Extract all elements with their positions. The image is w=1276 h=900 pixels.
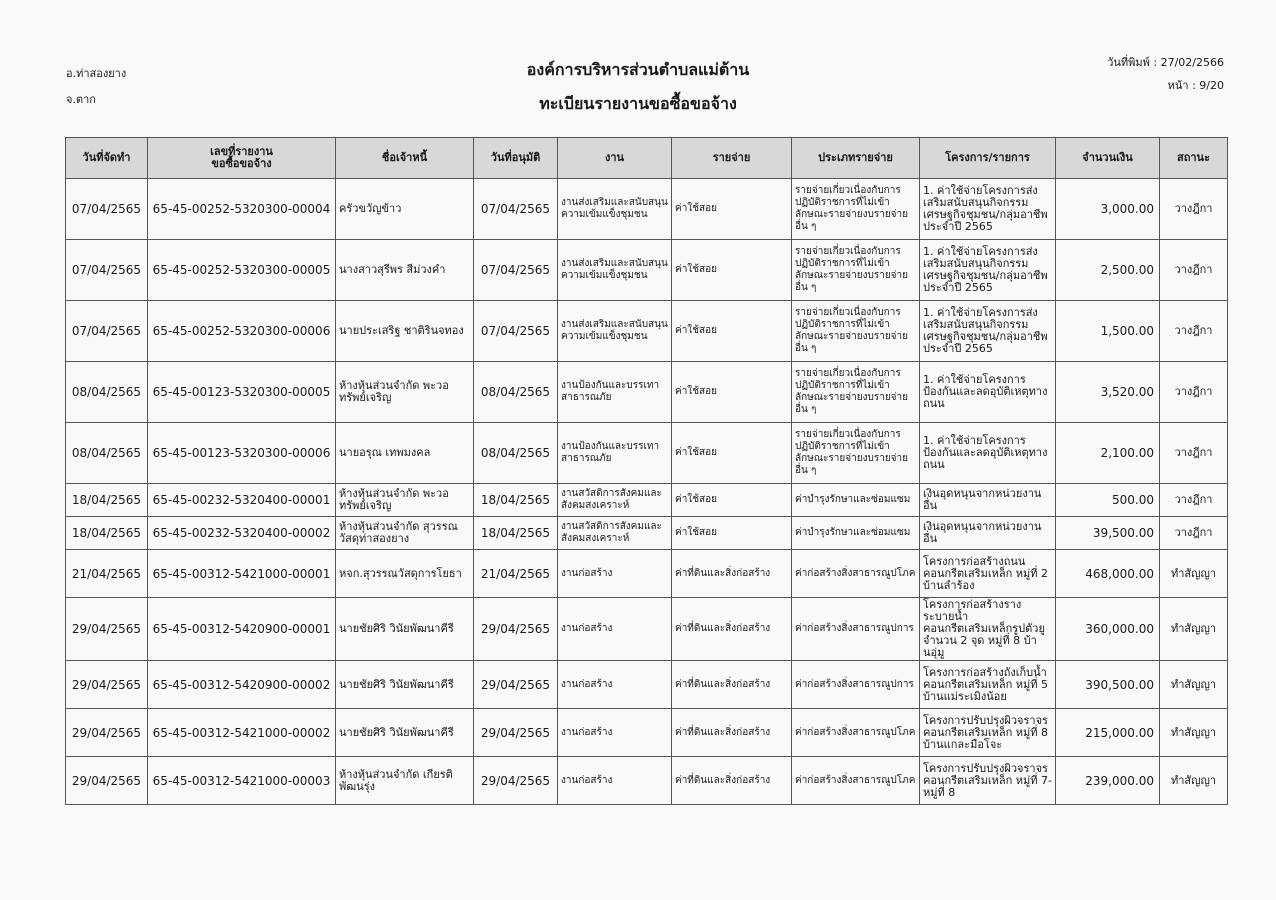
cell-approve-date: 07/04/2565 xyxy=(474,240,558,301)
cell-approve-date: 07/04/2565 xyxy=(474,301,558,362)
table-row xyxy=(66,362,1228,423)
province-label: จ.ตาก xyxy=(66,93,96,106)
table-row xyxy=(66,484,1228,517)
cell-report-no: 65-45-00252-5320300-00005 xyxy=(148,240,336,301)
table-row xyxy=(66,179,1228,240)
col-header-amount: จำนวนเงิน xyxy=(1056,138,1160,179)
cell-amount: 3,520.00 xyxy=(1056,362,1160,423)
cell-project: 1. ค่าใช้จ่ายโครงการป้องกันและลดอุบัติเหตุทางถนน xyxy=(920,362,1056,423)
cell-date: 08/04/2565 xyxy=(66,362,148,423)
table-row xyxy=(66,423,1228,484)
col-header-creditor: ชื่อเจ้าหนี้ xyxy=(336,138,474,179)
cell-report-no: 65-45-00252-5320300-00004 xyxy=(148,179,336,240)
cell-expense-type: ค่าก่อสร้างสิ่งสาธารณูปโภค xyxy=(792,757,920,805)
cell-report-no: 65-45-00232-5320400-00001 xyxy=(148,484,336,517)
cell-project: โครงการปรับปรุงผิวจราจรคอนกรีตเสริมเหล็ก หมู่ที่ 7-หมู่ที่ 8 xyxy=(920,757,1056,805)
col-header-work: งาน xyxy=(558,138,672,179)
col-header-report-no: เลขที่รายงาน ขอซื้อขอจ้าง xyxy=(148,138,336,179)
report-title: ทะเบียนรายงานขอซื้อขอจ้าง xyxy=(539,94,737,113)
cell-report-no: 65-45-00312-5421000-00001 xyxy=(148,550,336,598)
cell-date: 29/04/2565 xyxy=(66,709,148,757)
cell-creditor: นายชัยศิริ วินัยพัฒนาคีรี xyxy=(336,661,474,709)
cell-approve-date: 29/04/2565 xyxy=(474,661,558,709)
cell-project: 1. ค่าใช้จ่ายโครงการส่งเสริมสนับสนุนกิจกรรมเศรษฐกิจชุมชน/กลุ่มอาชีพ ประจำปี 2565 xyxy=(920,179,1056,240)
cell-creditor: ห้างหุ้นส่วนจำกัด พะวอ ทรัพย์เจริญ xyxy=(336,484,474,517)
cell-status: วางฎีกา xyxy=(1160,484,1228,517)
cell-status: ทำสัญญา xyxy=(1160,550,1228,598)
print-date: วันที่พิมพ์ : 27/02/2566 xyxy=(1107,56,1224,69)
cell-creditor: นายอรุณ เทพมงคล xyxy=(336,423,474,484)
table-row xyxy=(66,301,1228,362)
table-row xyxy=(66,661,1228,709)
cell-date: 07/04/2565 xyxy=(66,240,148,301)
cell-project: 1. ค่าใช้จ่ายโครงการส่งเสริมสนับสนุนกิจกรรมเศรษฐกิจชุมชน/กลุ่มอาชีพ ประจำปี 2565 xyxy=(920,240,1056,301)
cell-expense: ค่าใช้สอย xyxy=(672,423,792,484)
cell-status: วางฎีกา xyxy=(1160,179,1228,240)
cell-expense: ค่าใช้สอย xyxy=(672,179,792,240)
cell-project: 1. ค่าใช้จ่ายโครงการส่งเสริมสนับสนุนกิจกรรมเศรษฐกิจชุมชน/กลุ่มอาชีพ ประจำปี 2565 xyxy=(920,301,1056,362)
cell-expense-type: รายจ่ายเกี่ยวเนื่องกับการปฏิบัติราชการที่ไม่เข้าลักษณะรายจ่ายงบรายจ่ายอื่น ๆ xyxy=(792,301,920,362)
cell-status: วางฎีกา xyxy=(1160,301,1228,362)
cell-report-no: 65-45-00123-5320300-00005 xyxy=(148,362,336,423)
cell-expense: ค่าใช้สอย xyxy=(672,484,792,517)
cell-work: งานส่งเสริมและสนับสนุนความเข้มแข็งชุมชน xyxy=(558,240,672,301)
cell-work: งานก่อสร้าง xyxy=(558,550,672,598)
cell-date: 29/04/2565 xyxy=(66,661,148,709)
cell-approve-date: 18/04/2565 xyxy=(474,484,558,517)
cell-amount: 39,500.00 xyxy=(1056,517,1160,550)
cell-approve-date: 18/04/2565 xyxy=(474,517,558,550)
cell-date: 18/04/2565 xyxy=(66,484,148,517)
cell-approve-date: 29/04/2565 xyxy=(474,598,558,661)
cell-amount: 468,000.00 xyxy=(1056,550,1160,598)
cell-expense: ค่าใช้สอย xyxy=(672,362,792,423)
table-row xyxy=(66,757,1228,805)
cell-report-no: 65-45-00252-5320300-00006 xyxy=(148,301,336,362)
organization-title: องค์การบริหารส่วนตำบลแม่ต้าน xyxy=(526,60,750,79)
cell-creditor: ห้างหุ้นส่วนจำกัด เกียรติพัฒนรุ่ง xyxy=(336,757,474,805)
cell-status: ทำสัญญา xyxy=(1160,757,1228,805)
cell-approve-date: 08/04/2565 xyxy=(474,423,558,484)
cell-amount: 390,500.00 xyxy=(1056,661,1160,709)
cell-expense: ค่าใช้สอย xyxy=(672,517,792,550)
cell-creditor: นายชัยศิริ วินัยพัฒนาคีรี xyxy=(336,709,474,757)
cell-expense-type: ค่าก่อสร้างสิ่งสาธารณูปการ xyxy=(792,661,920,709)
cell-project: เงินอุดหนุนจากหน่วยงานอื่น xyxy=(920,517,1056,550)
cell-work: งานสวัสดิการสังคมและสังคมสงเคราะห์ xyxy=(558,517,672,550)
cell-work: งานก่อสร้าง xyxy=(558,598,672,661)
cell-approve-date: 29/04/2565 xyxy=(474,709,558,757)
table-row xyxy=(66,550,1228,598)
table-row xyxy=(66,517,1228,550)
cell-work: งานป้องกันและบรรเทาสาธารณภัย xyxy=(558,423,672,484)
cell-date: 29/04/2565 xyxy=(66,757,148,805)
cell-amount: 1,500.00 xyxy=(1056,301,1160,362)
cell-creditor: ครัวขวัญข้าว xyxy=(336,179,474,240)
cell-project: โครงการก่อสร้างถังเก็บน้ำคอนกรีตเสริมเหล็ก หมู่ที่ 5 บ้านแม่ระเมิงน้อย xyxy=(920,661,1056,709)
cell-approve-date: 21/04/2565 xyxy=(474,550,558,598)
cell-status: วางฎีกา xyxy=(1160,517,1228,550)
col-header-approve-date: วันที่อนุมัติ xyxy=(474,138,558,179)
cell-date: 18/04/2565 xyxy=(66,517,148,550)
cell-report-no: 65-45-00312-5421000-00003 xyxy=(148,757,336,805)
cell-amount: 3,000.00 xyxy=(1056,179,1160,240)
cell-expense-type: รายจ่ายเกี่ยวเนื่องกับการปฏิบัติราชการที่ไม่เข้าลักษณะรายจ่ายงบรายจ่ายอื่น ๆ xyxy=(792,240,920,301)
cell-project: 1. ค่าใช้จ่ายโครงการป้องกันและลดอุบัติเหตุทางถนน xyxy=(920,423,1056,484)
cell-status: ทำสัญญา xyxy=(1160,598,1228,661)
cell-creditor: ห้างหุ้นส่วนจำกัด พะวอ ทรัพย์เจริญ xyxy=(336,362,474,423)
cell-project: โครงการปรับปรุงผิวจราจรคอนกรีตเสริมเหล็ก หมู่ที่ 8 บ้านแกละมือโจะ xyxy=(920,709,1056,757)
cell-status: วางฎีกา xyxy=(1160,423,1228,484)
page-number: หน้า : 9/20 xyxy=(1167,79,1224,92)
table-row xyxy=(66,240,1228,301)
cell-approve-date: 07/04/2565 xyxy=(474,179,558,240)
cell-expense-type: ค่าบำรุงรักษาและซ่อมแซม xyxy=(792,517,920,550)
cell-work: งานก่อสร้าง xyxy=(558,661,672,709)
cell-expense: ค่าที่ดินและสิ่งก่อสร้าง xyxy=(672,661,792,709)
cell-work: งานก่อสร้าง xyxy=(558,709,672,757)
cell-creditor: นายประเสริฐ ชาติรินจทอง xyxy=(336,301,474,362)
cell-creditor: หจก.สุวรรณวัสดุการโยธา xyxy=(336,550,474,598)
cell-amount: 239,000.00 xyxy=(1056,757,1160,805)
cell-expense: ค่าที่ดินและสิ่งก่อสร้าง xyxy=(672,757,792,805)
cell-expense-type: รายจ่ายเกี่ยวเนื่องกับการปฏิบัติราชการที่ไม่เข้าลักษณะรายจ่ายงบรายจ่ายอื่น ๆ xyxy=(792,423,920,484)
cell-status: ทำสัญญา xyxy=(1160,661,1228,709)
cell-expense-type: ค่าก่อสร้างสิ่งสาธารณูปโภค xyxy=(792,709,920,757)
cell-work: งานก่อสร้าง xyxy=(558,757,672,805)
col-header-project: โครงการ/รายการ xyxy=(920,138,1056,179)
col-header-date: วันที่จัดทำ xyxy=(66,138,148,179)
cell-expense-type: ค่าก่อสร้างสิ่งสาธารณูปโภค xyxy=(792,550,920,598)
cell-expense-type: รายจ่ายเกี่ยวเนื่องกับการปฏิบัติราชการที่ไม่เข้าลักษณะรายจ่ายงบรายจ่ายอื่น ๆ xyxy=(792,179,920,240)
cell-amount: 2,500.00 xyxy=(1056,240,1160,301)
cell-work: งานป้องกันและบรรเทาสาธารณภัย xyxy=(558,362,672,423)
table-row xyxy=(66,598,1228,661)
cell-date: 21/04/2565 xyxy=(66,550,148,598)
col-header-status: สถานะ xyxy=(1160,138,1228,179)
cell-amount: 215,000.00 xyxy=(1056,709,1160,757)
cell-creditor: นางสาวสุรีพร สีม่วงคำ xyxy=(336,240,474,301)
cell-date: 08/04/2565 xyxy=(66,423,148,484)
cell-project: โครงการก่อสร้างถนนคอนกรีตเสริมเหล็ก หมู่ที่ 2 บ้านลำร้อง xyxy=(920,550,1056,598)
cell-status: วางฎีกา xyxy=(1160,240,1228,301)
cell-expense-type: รายจ่ายเกี่ยวเนื่องกับการปฏิบัติราชการที่ไม่เข้าลักษณะรายจ่ายงบรายจ่ายอื่น ๆ xyxy=(792,362,920,423)
cell-expense: ค่าใช้สอย xyxy=(672,240,792,301)
cell-amount: 2,100.00 xyxy=(1056,423,1160,484)
cell-expense: ค่าที่ดินและสิ่งก่อสร้าง xyxy=(672,709,792,757)
cell-report-no: 65-45-00123-5320300-00006 xyxy=(148,423,336,484)
col-header-expense-type: ประเภทรายจ่าย xyxy=(792,138,920,179)
cell-approve-date: 29/04/2565 xyxy=(474,757,558,805)
procurement-register-table xyxy=(65,137,1228,805)
cell-report-no: 65-45-00232-5320400-00002 xyxy=(148,517,336,550)
cell-expense: ค่าที่ดินและสิ่งก่อสร้าง xyxy=(672,550,792,598)
cell-status: วางฎีกา xyxy=(1160,362,1228,423)
table-header-row xyxy=(66,138,1228,179)
cell-work: งานส่งเสริมและสนับสนุนความเข้มแข็งชุมชน xyxy=(558,179,672,240)
cell-amount: 360,000.00 xyxy=(1056,598,1160,661)
cell-project: โครงการก่อสร้างรางระบายน้ำคอนกรีตเสริมเหล็กรูปตัวยู จำนวน 2 จุด หมู่ที่ 8 บ้านอุ่มู xyxy=(920,598,1056,661)
cell-date: 07/04/2565 xyxy=(66,179,148,240)
cell-status: ทำสัญญา xyxy=(1160,709,1228,757)
cell-amount: 500.00 xyxy=(1056,484,1160,517)
cell-project: เงินอุดหนุนจากหน่วยงานอื่น xyxy=(920,484,1056,517)
cell-report-no: 65-45-00312-5421000-00002 xyxy=(148,709,336,757)
district-label: อ.ท่าสองยาง xyxy=(66,67,127,80)
cell-expense-type: ค่าบำรุงรักษาและซ่อมแซม xyxy=(792,484,920,517)
cell-creditor: นายชัยศิริ วินัยพัฒนาคีรี xyxy=(336,598,474,661)
cell-creditor: ห้างหุ้นส่วนจำกัด สุวรรณวัสดุท่าสองยาง xyxy=(336,517,474,550)
cell-expense: ค่าที่ดินและสิ่งก่อสร้าง xyxy=(672,598,792,661)
cell-report-no: 65-45-00312-5420900-00002 xyxy=(148,661,336,709)
cell-work: งานสวัสดิการสังคมและสังคมสงเคราะห์ xyxy=(558,484,672,517)
cell-report-no: 65-45-00312-5420900-00001 xyxy=(148,598,336,661)
cell-expense-type: ค่าก่อสร้างสิ่งสาธารณูปการ xyxy=(792,598,920,661)
table-row xyxy=(66,709,1228,757)
cell-date: 29/04/2565 xyxy=(66,598,148,661)
cell-date: 07/04/2565 xyxy=(66,301,148,362)
cell-work: งานส่งเสริมและสนับสนุนความเข้มแข็งชุมชน xyxy=(558,301,672,362)
cell-expense: ค่าใช้สอย xyxy=(672,301,792,362)
col-header-expense: รายจ่าย xyxy=(672,138,792,179)
cell-approve-date: 08/04/2565 xyxy=(474,362,558,423)
